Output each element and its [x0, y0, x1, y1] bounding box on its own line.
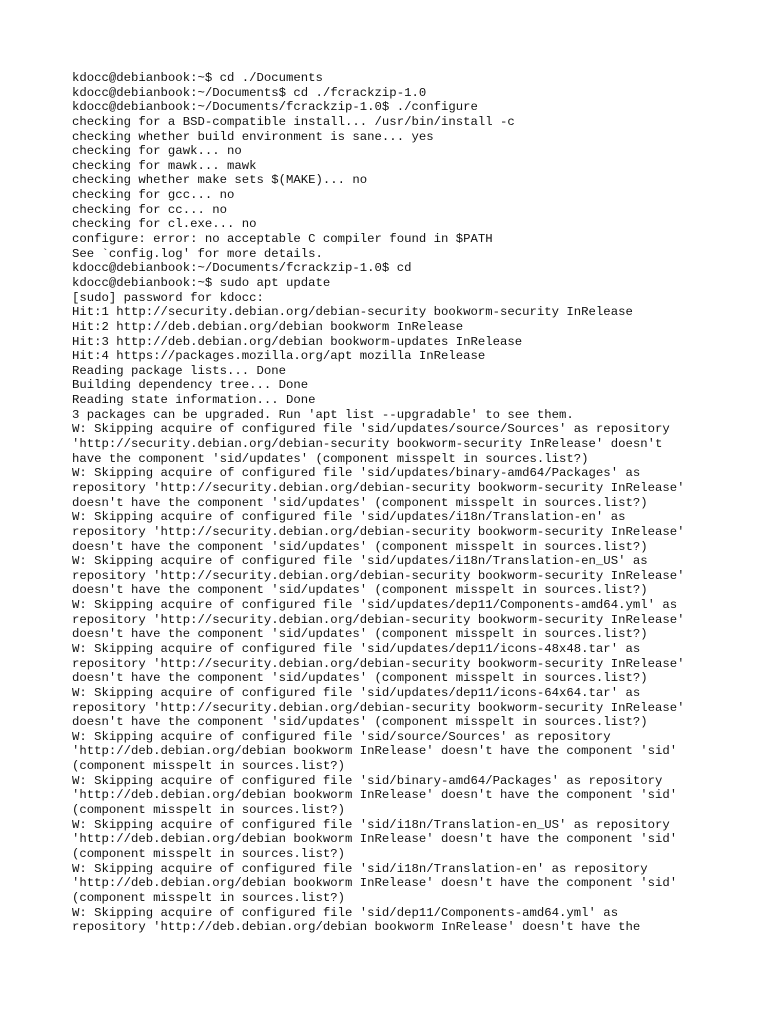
terminal-line: 3 packages can be upgraded. Run 'apt list --upgradable' to see them. — [72, 407, 574, 422]
terminal-line: W: Skipping acquire of configured file 'sid/updates/dep11/icons-64x64.tar' as — [72, 685, 641, 700]
terminal-line: configure: error: no acceptable C compiler found in $PATH — [72, 232, 493, 247]
terminal-line: (component misspelt in sources.list?) — [72, 759, 346, 774]
terminal-line: checking for a BSD-compatible install... /usr/bin/install -c — [72, 114, 515, 129]
terminal-line: checking for gcc... no — [72, 188, 235, 203]
terminal-line: W: Skipping acquire of configured file 'sid/i18n/Translation-en' as repository — [72, 861, 648, 876]
terminal-line: W: Skipping acquire of configured file 'sid/dep11/Components-amd64.yml' as — [72, 905, 619, 920]
terminal-line: Reading state information... Done — [72, 393, 316, 408]
terminal-line: 'http://deb.debian.org/debian bookworm InRelease' doesn't have the component 'sid' — [72, 788, 678, 803]
terminal-line: [sudo] password for kdocc: — [72, 290, 264, 305]
terminal-line: doesn't have the component 'sid/updates' (component misspelt in sources.list?) — [72, 671, 648, 686]
terminal-line: kdocc@debianbook:~/Documents/fcrackzip-1.0$ cd — [72, 261, 412, 276]
terminal-line: W: Skipping acquire of configured file 'sid/updates/binary-amd64/Packages' as — [72, 466, 641, 481]
terminal-line: doesn't have the component 'sid/updates' (component misspelt in sources.list?) — [72, 495, 648, 510]
terminal-line: Hit:2 http://deb.debian.org/debian bookworm InRelease — [72, 319, 464, 334]
terminal-output[interactable] — [72, 71, 762, 935]
terminal-line: W: Skipping acquire of configured file 'sid/updates/dep11/icons-48x48.tar' as — [72, 641, 641, 656]
terminal-line: repository 'http://security.debian.org/debian-security bookworm-security InRelease' — [72, 524, 685, 539]
terminal-line: W: Skipping acquire of configured file 'sid/binary-amd64/Packages' as repository — [72, 773, 663, 788]
terminal-line: (component misspelt in sources.list?) — [72, 803, 346, 818]
terminal-line: have the component 'sid/updates' (component misspelt in sources.list?) — [72, 451, 589, 466]
terminal-line: checking for gawk... no — [72, 144, 242, 159]
terminal-line: W: Skipping acquire of configured file 'sid/updates/dep11/Components-amd64.yml' as — [72, 598, 678, 613]
terminal-line: W: Skipping acquire of configured file 'sid/updates/source/Sources' as repository — [72, 422, 670, 437]
terminal-line: W: Skipping acquire of configured file 'sid/source/Sources' as repository — [72, 729, 611, 744]
terminal-line: repository 'http://security.debian.org/debian-security bookworm-security InRelease' — [72, 656, 685, 671]
terminal-line: Reading package lists... Done — [72, 363, 287, 378]
terminal-line: Hit:1 http://security.debian.org/debian-security bookworm-security InRelease — [72, 305, 633, 320]
terminal-line: 'http://deb.debian.org/debian bookworm InRelease' doesn't have the component 'sid' — [72, 832, 678, 847]
terminal-line: checking for mawk... mawk — [72, 158, 257, 173]
terminal-line: checking for cc... no — [72, 202, 227, 217]
terminal-line: kdocc@debianbook:~/Documents/fcrackzip-1.0$ ./configure — [72, 100, 478, 115]
terminal-line: kdocc@debianbook:~$ cd ./Documents — [72, 71, 323, 85]
terminal-line: Hit:4 https://packages.mozilla.org/apt mozilla InRelease — [72, 349, 486, 364]
terminal-line: Hit:3 http://deb.debian.org/debian bookworm-updates InRelease — [72, 334, 523, 349]
terminal-line: 'http://security.debian.org/debian-security bookworm-security InRelease' doesn't — [72, 437, 663, 452]
terminal-line: repository 'http://security.debian.org/debian-security bookworm-security InRelease' — [72, 700, 685, 715]
terminal-line: W: Skipping acquire of configured file 'sid/i18n/Translation-en_US' as repository — [72, 817, 670, 832]
terminal-line: kdocc@debianbook:~$ sudo apt update — [72, 275, 331, 290]
terminal-line: repository 'http://security.debian.org/debian-security bookworm-security InRelease' — [72, 568, 685, 583]
terminal-line: (component misspelt in sources.list?) — [72, 846, 346, 861]
terminal-line: See `config.log' for more details. — [72, 246, 323, 261]
terminal-line: (component misspelt in sources.list?) — [72, 890, 346, 905]
terminal-line: 'http://deb.debian.org/debian bookworm InRelease' doesn't have the component 'sid' — [72, 744, 678, 759]
terminal-line: doesn't have the component 'sid/updates' (component misspelt in sources.list?) — [72, 583, 648, 598]
terminal-line: doesn't have the component 'sid/updates' (component misspelt in sources.list?) — [72, 715, 648, 730]
terminal-line: checking whether build environment is sane... yes — [72, 129, 434, 144]
terminal-line: doesn't have the component 'sid/updates' (component misspelt in sources.list?) — [72, 539, 648, 554]
terminal-line: W: Skipping acquire of configured file 'sid/updates/i18n/Translation-en' as — [72, 510, 626, 525]
terminal-line: repository 'http://security.debian.org/debian-security bookworm-security InRelease' — [72, 480, 685, 495]
terminal-line: checking for cl.exe... no — [72, 217, 257, 232]
terminal-line: kdocc@debianbook:~/Documents$ cd ./fcrackzip-1.0 — [72, 85, 427, 100]
terminal-line: W: Skipping acquire of configured file 'sid/updates/i18n/Translation-en_US' as — [72, 554, 648, 569]
terminal-line: checking whether make sets $(MAKE)... no — [72, 173, 368, 188]
terminal-line: repository 'http://security.debian.org/debian-security bookworm-security InRelease' — [72, 612, 685, 627]
terminal-line: repository 'http://deb.debian.org/debian bookworm InRelease' doesn't have the — [72, 920, 641, 935]
terminal-line: Building dependency tree... Done — [72, 378, 309, 393]
terminal-line: 'http://deb.debian.org/debian bookworm InRelease' doesn't have the component 'sid' — [72, 876, 678, 891]
terminal-line: doesn't have the component 'sid/updates' (component misspelt in sources.list?) — [72, 627, 648, 642]
